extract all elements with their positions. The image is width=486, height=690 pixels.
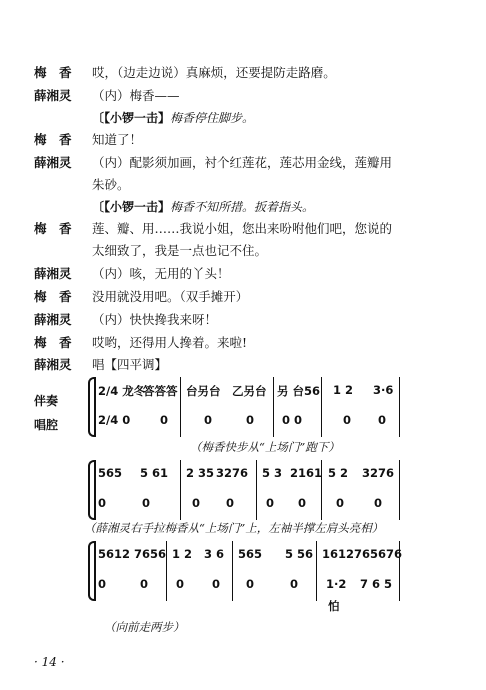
dialogue-text: 没用就没用吧。（双手摊开）: [92, 289, 249, 304]
dialogue-line: [34, 357, 167, 373]
dialogue-line: [34, 132, 142, 148]
accompaniment-cell: 乙另台: [232, 384, 267, 398]
speaker: 梅 香: [34, 132, 72, 147]
cue-text: 梅香不知所措。扳着指头。: [170, 200, 315, 214]
accompaniment-label: 伴奏: [34, 394, 59, 408]
dialogue-text: 哎哟，还得用人搀着。来啦!: [92, 335, 248, 350]
accompaniment-cell: 2/4 龙冬: [98, 384, 146, 398]
lyric: 怕: [328, 599, 340, 613]
accompaniment-cell: 5 3: [262, 466, 283, 480]
accompaniment-cell: 1 2: [333, 383, 354, 397]
cue-label: 〔【小锣一击】: [92, 111, 171, 125]
speaker: 薛湘灵: [34, 155, 72, 170]
accompaniment-cell: 765676: [354, 547, 403, 561]
bar-line: [273, 377, 274, 437]
stage-note: （薛湘灵右手拉梅香从“上场门”上，左袖半撑左肩头亮相）: [84, 521, 384, 535]
stage-direction: [92, 110, 254, 126]
accompaniment-cell: 1 2: [172, 547, 193, 561]
dialogue-line: [34, 289, 248, 305]
stage-note: （梅香快步从“上场门”跑下）: [190, 440, 340, 454]
accompaniment-cell: 5 2: [328, 466, 349, 480]
stage-note: （向前走两步）: [104, 620, 185, 634]
accompaniment-cell: 2161: [290, 466, 323, 480]
vocal-cell: 0: [343, 413, 352, 427]
dialogue-line: [34, 221, 392, 237]
speaker: 梅 香: [34, 221, 72, 236]
vocal-cell: 0: [246, 413, 255, 427]
speaker: 梅 香: [34, 289, 72, 304]
speaker: 薛湘灵: [34, 88, 72, 103]
vocal-cell: 7 6 5: [360, 577, 393, 591]
vocal-cell: 0: [374, 496, 383, 510]
dialogue-text: 知道了！: [92, 132, 143, 147]
vocal-cell: 0: [226, 496, 235, 510]
vocal-cell: 1·2: [326, 577, 347, 591]
dialogue-line: [34, 335, 247, 351]
bar-line: [399, 460, 400, 520]
bar-line: [94, 377, 96, 437]
accompaniment-cell: 3 6: [204, 547, 225, 561]
accompaniment-cell: 3276: [362, 466, 395, 480]
vocal-cell: 0: [98, 577, 107, 591]
bar-line: [232, 541, 233, 601]
vocal-cell: 0: [298, 496, 307, 510]
speaker: 梅 香: [34, 65, 72, 80]
dialogue-line: [34, 155, 392, 171]
accompaniment-cell: 1612: [322, 547, 355, 561]
bar-line: [94, 460, 96, 520]
cue-text: 梅香停住脚步。: [170, 111, 255, 125]
dialogue-continuation: 朱砂。: [92, 177, 130, 192]
accompaniment-cell: 台另台: [186, 384, 221, 398]
vocal-cell: 0: [98, 496, 107, 510]
vocal-cell: 0: [246, 577, 255, 591]
vocal-label: 唱腔: [34, 418, 59, 432]
bar-line: [321, 377, 322, 437]
page-number: · 14 ·: [34, 655, 65, 669]
vocal-cell: 0: [212, 577, 221, 591]
dialogue-text: 莲、瓣、用……我说小姐，您出来吩咐他们吧，您说的: [92, 221, 393, 236]
vocal-cell: 0: [176, 577, 185, 591]
dialogue-text: （内）咳，无用的丫头！: [92, 266, 230, 281]
speaker: 薛湘灵: [34, 312, 72, 327]
vocal-cell: 0: [142, 496, 151, 510]
bar-line: [256, 460, 257, 520]
vocal-cell: 0: [266, 496, 275, 510]
accompaniment-cell: 3276: [216, 466, 249, 480]
vocal-cell: 0: [378, 413, 387, 427]
accompaniment-cell: 2 35: [186, 466, 215, 480]
vocal-cell: 0: [204, 413, 213, 427]
accompaniment-cell: 3·6: [373, 383, 394, 397]
dialogue-text: （内）快快搀我来呀！: [92, 312, 218, 327]
dialogue-text: （内）配影须加画，衬个红莲花，莲芯用金线，莲瓣用: [92, 155, 393, 170]
accompaniment-cell: 5 56: [285, 547, 314, 561]
bar-line: [94, 541, 96, 601]
accompaniment-cell: 另 台56: [277, 384, 321, 398]
vocal-cell: 0: [336, 496, 345, 510]
dialogue-text: 唱【四平调】: [92, 357, 168, 372]
accompaniment-cell: 5612: [98, 547, 131, 561]
dialogue-line: [34, 88, 180, 104]
vocal-cell: 2/4 0: [98, 413, 131, 427]
dialogue-line: [34, 312, 217, 328]
bar-line: [399, 377, 400, 437]
vocal-cell: 0 0: [282, 413, 303, 427]
dialogue-line: [34, 266, 230, 282]
speaker: 薛湘灵: [34, 266, 72, 281]
accompaniment-cell: 565: [238, 547, 263, 561]
accompaniment-cell: 5 61: [140, 466, 169, 480]
speaker: 薛湘灵: [34, 357, 72, 372]
dialogue-text: 哎，（边走边说）真麻烦，还要提防走路磨。: [92, 65, 336, 80]
dialogue-text: （内）梅香——: [92, 88, 180, 103]
stage-direction: [92, 199, 314, 215]
dialogue-line: [34, 65, 336, 81]
vocal-cell: 0: [160, 413, 169, 427]
speaker: 梅 香: [34, 335, 72, 350]
bar-line: [180, 377, 181, 437]
vocal-cell: 0: [140, 577, 149, 591]
bar-line: [316, 541, 317, 601]
bar-line: [166, 541, 167, 601]
bar-line: [180, 460, 181, 520]
vocal-cell: 0: [290, 577, 299, 591]
dialogue-continuation: 太细致了，我是一点也记不住。: [92, 243, 268, 258]
accompaniment-cell: 7656: [134, 547, 167, 561]
cue-label: 〔【小锣一击】: [92, 200, 171, 214]
accompaniment-cell: 答答答: [143, 384, 178, 398]
accompaniment-cell: 565: [98, 466, 123, 480]
vocal-cell: 0: [192, 496, 201, 510]
